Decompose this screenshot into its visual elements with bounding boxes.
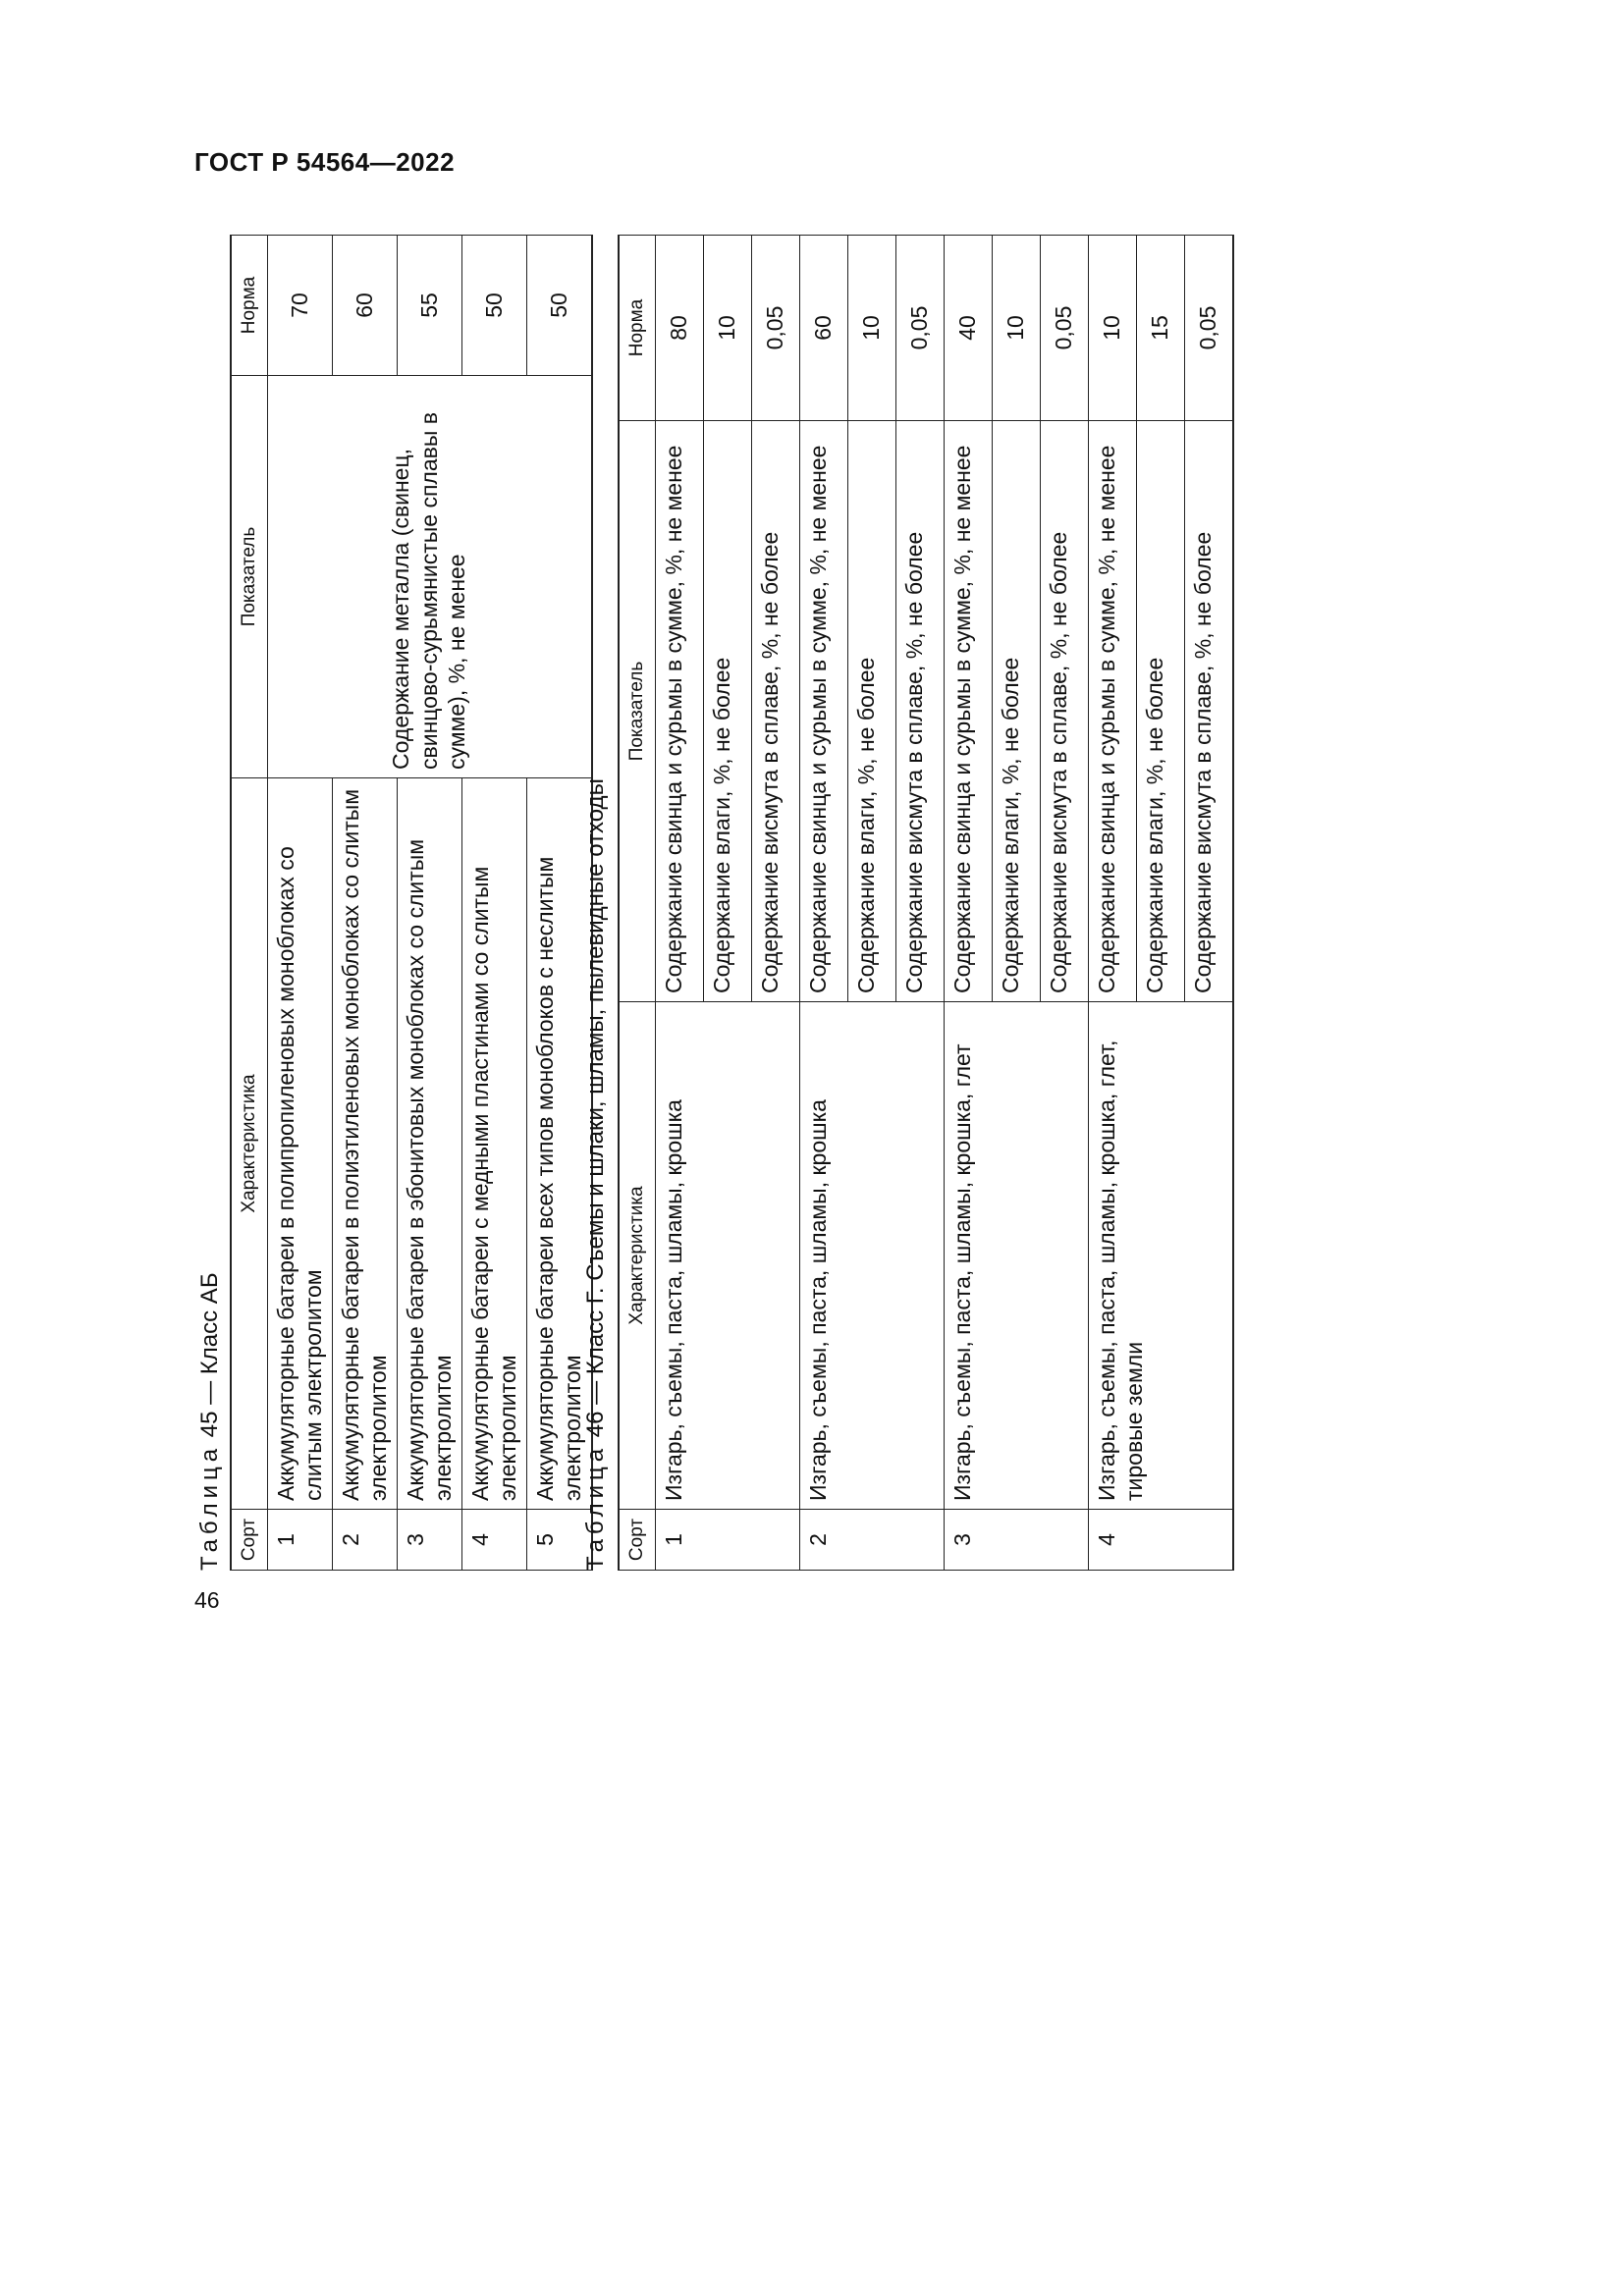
characteristic-cell: Аккумуляторные батареи всех типов моноблоков с неслитым электролитом (526, 778, 592, 1510)
norm-cell: 10 (847, 236, 895, 421)
characteristic-cell: Изгарь, съемы, паста, шламы, крошка (655, 1002, 799, 1510)
indicator-cell: Содержание висмута в сплаве, %, не более (1184, 421, 1233, 1002)
indicator-cell: Содержание влаги, %, не более (703, 421, 751, 1002)
indicator-cell: Содержание висмута в сплаве, %, не более (895, 421, 944, 1002)
table-header-row (619, 236, 655, 1571)
indicator-cell: Содержание свинца и сурьмы в сумме, %, не менее (944, 421, 992, 1002)
characteristic-cell: Аккумуляторные батареи с медными пластинами со слитым электролитом (461, 778, 526, 1510)
characteristic-cell: Аккумуляторные батареи в полипропиленовых моноблоках со слитым электролитом (267, 778, 332, 1510)
table-row (655, 236, 703, 1571)
norm-cell: 0,05 (751, 236, 799, 421)
indicator-cell: Содержание свинца и сурьмы в сумме, %, не менее (799, 421, 847, 1002)
caption-text: 46 — Класс Г. Съемы и шлаки, шламы, пылевидные отходы (582, 778, 609, 1444)
header-sort: Сорт (619, 1510, 655, 1571)
norm-cell: 50 (526, 236, 592, 376)
indicator-cell: Содержание свинца и сурьмы в сумме, %, не менее (1088, 421, 1136, 1002)
caption-prefix: Таблица (196, 1443, 223, 1571)
indicator-cell: Содержание металла (свинец, свинцово-сурьмянистые сплавы в сумме), %, не менее (267, 376, 592, 778)
sort-cell: 1 (267, 1510, 332, 1571)
caption-text: 45 — Класс АБ (196, 1272, 223, 1444)
header-characteristic: Характеристика (619, 1002, 655, 1510)
header-characteristic: Характеристика (231, 778, 267, 1510)
caption-prefix: Таблица (582, 1443, 609, 1571)
norm-cell: 70 (267, 236, 332, 376)
norm-cell: 60 (799, 236, 847, 421)
characteristic-cell: Изгарь, съемы, паста, шламы, крошка, глет, тировые земли (1088, 1002, 1233, 1510)
sort-cell: 3 (944, 1510, 1088, 1571)
header-indicator: Показатель (231, 376, 267, 778)
table-46-block (582, 235, 1234, 1571)
header-norm: Норма (231, 236, 267, 376)
indicator-cell: Содержание влаги, %, не более (992, 421, 1040, 1002)
table-row (1088, 236, 1136, 1571)
indicator-cell: Содержание влаги, %, не более (1136, 421, 1184, 1002)
sort-cell: 1 (655, 1510, 799, 1571)
characteristic-cell: Изгарь, съемы, паста, шламы, крошка (799, 1002, 944, 1510)
norm-cell: 80 (655, 236, 703, 421)
table-46-caption (582, 235, 618, 1571)
norm-cell: 0,05 (1184, 236, 1233, 421)
table-row (267, 236, 332, 1571)
norm-cell: 15 (1136, 236, 1184, 421)
table-45-caption (196, 235, 230, 1571)
norm-cell: 10 (703, 236, 751, 421)
characteristic-cell: Изгарь, съемы, паста, шламы, крошка, глет (944, 1002, 1088, 1510)
header-indicator: Показатель (619, 421, 655, 1002)
norm-cell: 50 (461, 236, 526, 376)
header-norm: Норма (619, 236, 655, 421)
sort-cell: 5 (526, 1510, 592, 1571)
table-45-block (196, 235, 593, 1571)
table-row (799, 236, 847, 1571)
sort-cell: 2 (799, 1510, 944, 1571)
indicator-cell: Содержание висмута в сплаве, %, не более (1040, 421, 1088, 1002)
sort-cell: 4 (1088, 1510, 1233, 1571)
norm-cell: 0,05 (1040, 236, 1088, 421)
sort-cell: 2 (332, 1510, 397, 1571)
sort-cell: 3 (397, 1510, 461, 1571)
characteristic-cell: Аккумуляторные батареи в полиэтиленовых моноблоках со слитым электролитом (332, 778, 397, 1510)
characteristic-cell: Аккумуляторные батареи в эбонитовых моноблоках со слитым электролитом (397, 778, 461, 1510)
norm-cell: 10 (1088, 236, 1136, 421)
norm-cell: 10 (992, 236, 1040, 421)
document-code: ГОСТ Р 54564—2022 (194, 147, 456, 177)
table-row (944, 236, 992, 1571)
norm-cell: 55 (397, 236, 461, 376)
indicator-cell: Содержание влаги, %, не более (847, 421, 895, 1002)
header-sort: Сорт (231, 1510, 267, 1571)
page-number: 46 (194, 1587, 220, 1613)
norm-cell: 0,05 (895, 236, 944, 421)
table-45 (230, 235, 593, 1571)
norm-cell: 40 (944, 236, 992, 421)
indicator-cell: Содержание висмута в сплаве, %, не более (751, 421, 799, 1002)
table-header-row (231, 236, 267, 1571)
table-46 (618, 235, 1234, 1571)
sort-cell: 4 (461, 1510, 526, 1571)
norm-cell: 60 (332, 236, 397, 376)
indicator-cell: Содержание свинца и сурьмы в сумме, %, не менее (655, 421, 703, 1002)
